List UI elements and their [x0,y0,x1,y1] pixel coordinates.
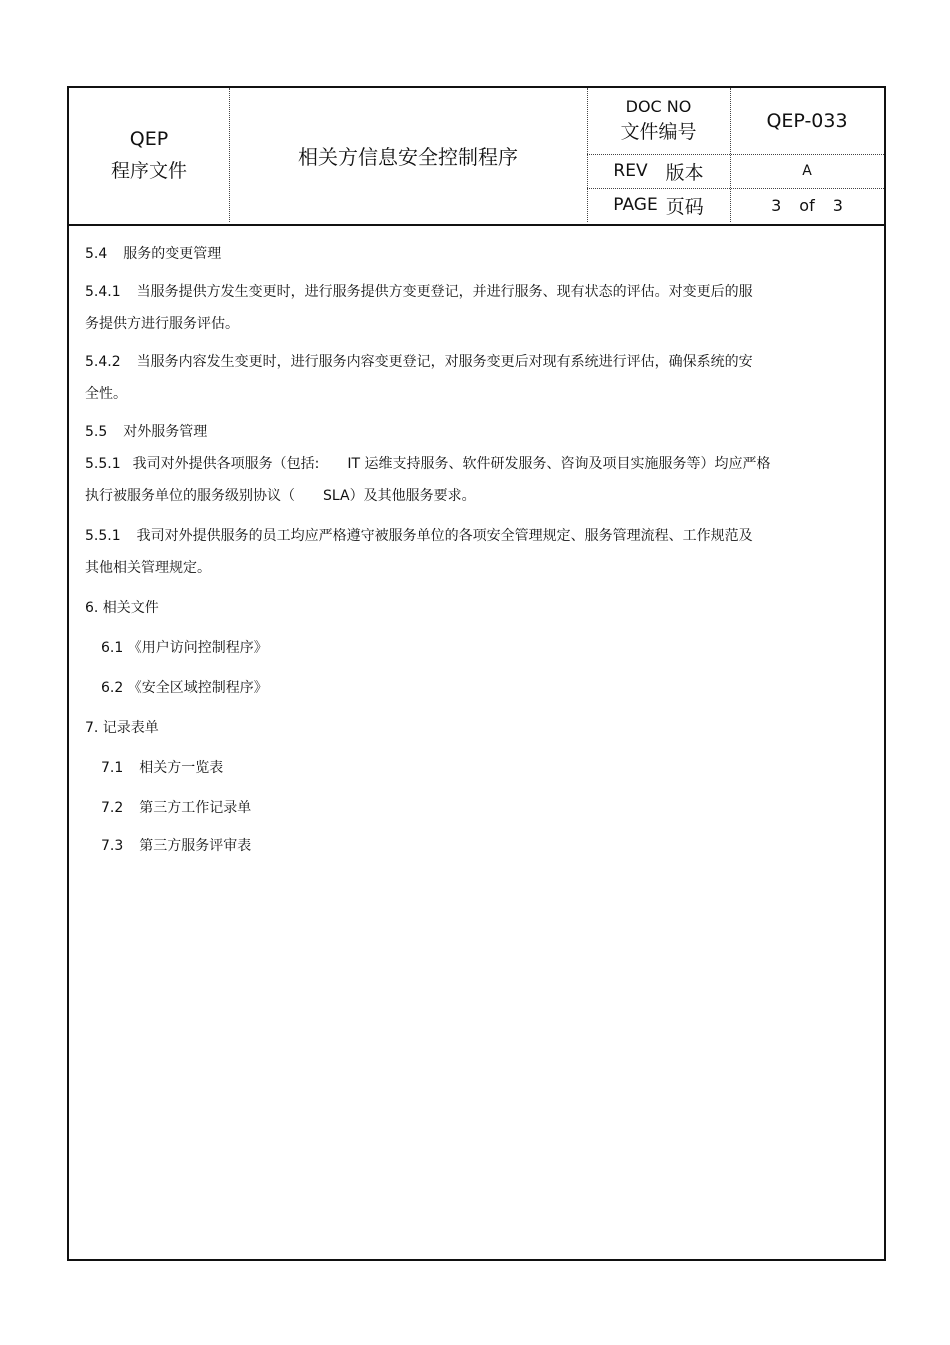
paragraph: 5.5.1 我司对外提供各项服务（包括: IT 运维支持服务、软件研发服务、咨询及项目实施服务等）均应严格 [85,456,771,472]
rev-label-en: REV [613,161,648,181]
rev-label-zh: 版本 [665,161,704,184]
doc-no-label-cell [587,88,730,154]
page-of: of [799,195,815,215]
doc-no-label-en: DOC NO [625,97,692,116]
section-heading: 5.4 服务的变更管理 [85,246,222,262]
rev-value-cell [730,154,884,188]
page-current: 3 [771,195,782,215]
page-label-en: PAGE [613,195,658,215]
document-header [69,88,884,226]
list-item: 7.1 相关方一览表 [101,760,224,776]
list-item: 7.3 第三方服务评审表 [101,838,252,854]
paragraph-continuation: 执行被服务单位的服务级别协议（ SLA）及其他服务要求。 [85,488,476,504]
list-item: 7.2 第三方工作记录单 [101,800,252,816]
paragraph: 5.5.1 我司对外提供服务的员工均应严格遵守被服务单位的各项安全管理规定、服务管理流程、工作规范及 [85,528,753,544]
header-org-cell [69,88,229,222]
doc-no-value: QEP-033 [766,110,848,132]
page-label-cell [587,188,730,222]
document-body [85,238,865,862]
header-title-cell [229,88,587,222]
doc-type: 程序文件 [110,160,187,182]
paragraph: 5.4.2 当服务内容发生变更时，进行服务内容变更登记，对服务变更后对现有系统进行评估，确保系统的安 [85,354,753,370]
section-heading: 6. 相关文件 [85,600,159,616]
org-name: QEP [129,128,169,150]
section-heading: 5.5 对外服务管理 [85,424,208,440]
paragraph: 5.4.1 当服务提供方发生变更时，进行服务提供方变更登记，并进行服务、现有状态的评估。对变更后的服 [85,284,753,300]
list-item: 6.1 《用户访问控制程序》 [101,640,268,656]
page-label-zh: 页码 [665,195,704,218]
doc-no-value-cell [730,88,884,154]
list-item: 6.2 《安全区域控制程序》 [101,680,268,696]
section-heading: 7. 记录表单 [85,720,159,736]
document-frame [67,86,886,1261]
document-title: 相关方信息安全控制程序 [298,144,518,169]
paragraph-continuation: 务提供方进行服务评估。 [85,316,239,332]
rev-value: A [802,163,812,179]
paragraph-continuation: 其他相关管理规定。 [85,560,211,576]
page-value-cell [730,188,884,222]
page-total: 3 [832,195,843,215]
rev-label-cell [587,154,730,188]
doc-no-label-zh: 文件编号 [620,121,697,143]
paragraph-continuation: 全性。 [85,386,127,402]
